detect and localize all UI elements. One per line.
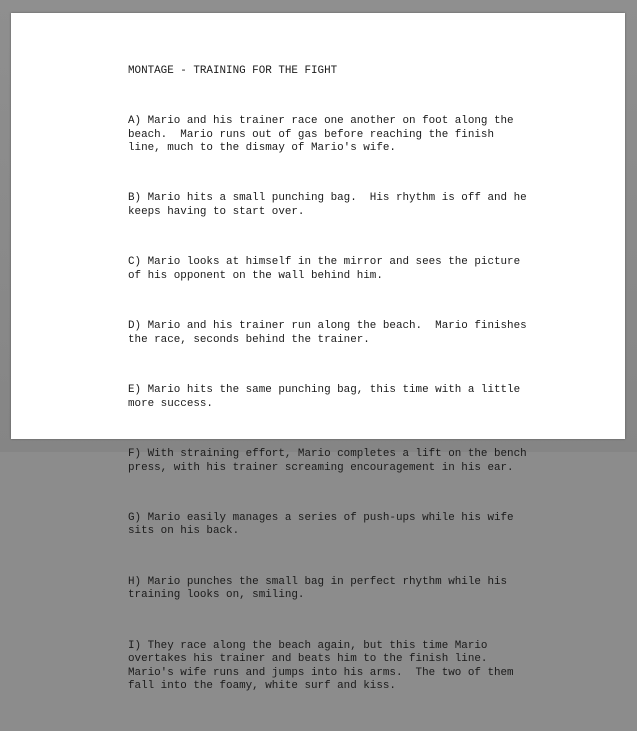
screenplay-text	[128, 38, 598, 731]
montage-item-a: A) Mario and his trainer race one another on foot along the beach. Mario runs out of gas before reaching the finish line, much to the dismay of Mario's wife.	[128, 114, 514, 155]
montage-item-c: C) Mario looks at himself in the mirror and sees the picture of his opponent on the wall behind him.	[128, 256, 521, 282]
montage-item-g: G) Mario easily manages a series of push-ups while his wife sits on his back.	[128, 511, 514, 538]
scene-heading: MONTAGE - TRAINING FOR THE FIGHT	[128, 65, 338, 78]
montage-item-e: E) Mario hits the same punching bag, this time with a little more success.	[128, 384, 521, 410]
montage-item-b: B) Mario hits a small punching bag. His rhythm is off and he keeps having to start over.	[128, 192, 527, 219]
montage-item-i: I) They race along the beach again, but this time Mario overtakes his trainer and beats him to the finish line. Mario's wife runs and jumps into his arms. The two of them fall into the foamy, white surf and kiss.	[128, 639, 514, 693]
montage-item-d: D) Mario and his trainer run along the beach. Mario finishes the race, seconds behind the trainer.	[128, 320, 527, 346]
montage-item-h: H) Mario punches the small bag in perfect rhythm while his training looks on, smiling.	[128, 575, 508, 602]
document-page	[11, 13, 625, 693]
montage-item-f: F) With straining effort, Mario completes a lift on the bench press, with his trainer screaming encouragement in his ear.	[128, 447, 527, 474]
